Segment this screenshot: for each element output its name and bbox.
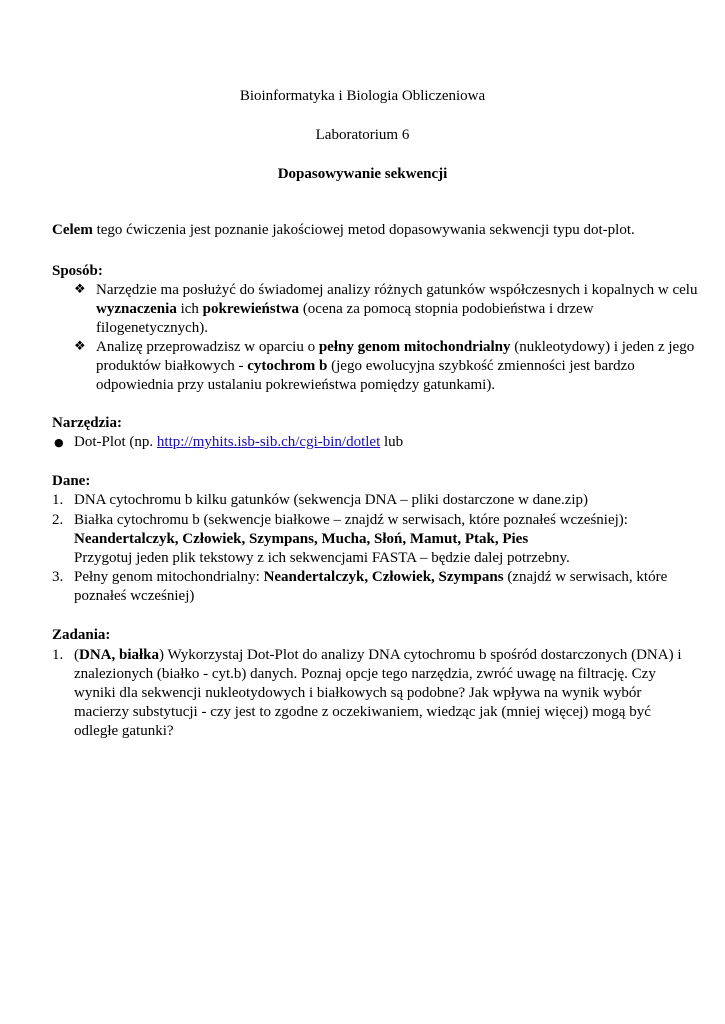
diamond-bullet-icon: ❖: [74, 339, 86, 354]
data-item-3-line-2: poznałeś wcześniej): [74, 588, 195, 604]
goal-paragraph: Celem tego ćwiczenia jest poznanie jakościowej metod dopasowywania sekwencji typu dot-plot.: [52, 222, 635, 238]
lab-number: Laboratorium 6: [315, 127, 410, 143]
data-item-3-line-1: Pełny genom mitochondrialny: Neandertalczyk, Człowiek, Szympans (znajdź w serwisach, które: [74, 569, 668, 585]
method-item-1-line-2: wyznaczenia ich pokrewieństwa (ocena za pomocą stopnia podobieństwa i drzew: [96, 301, 594, 317]
method-item-2-line-3: odpowiednia przy ustalaniu pokrewieństwa pomiędzy gatunkami).: [96, 377, 496, 393]
method-item-1-line-3: filogenetycznych).: [96, 320, 209, 336]
task-1-line-1: (DNA, białka) Wykorzystaj Dot-Plot do analizy DNA cytochromu b spośród dostarczonych (DNA) i: [74, 647, 682, 663]
bullet-dot-icon: ●: [54, 436, 64, 449]
task-1-line-4: macierzy substytucji - czy jest to zgodne z oczekiwaniem, wiedząc jak (mniej więcej) mogą być: [74, 704, 651, 720]
method-item-1-line-1: Narzędzie ma posłużyć do świadomej analizy różnych gatunków współczesnych i kopalnych w celu: [96, 282, 698, 298]
task-1-line-2: znalezionych (białko - cyt.b) danych. Poznaj opcje tego narzędzia, zwróć uwagę na filtrację. Czy: [74, 666, 656, 682]
tasks-heading: Zadania:: [52, 627, 111, 643]
method-item-2-line-2: produktów białkowych - cytochrom b (jego ewolucyjna szybkość zmienności jest bardzo: [96, 358, 635, 374]
tools-item: Dot-Plot (np. http://myhits.isb-sib.ch/cgi-bin/dotlet lub: [74, 434, 404, 450]
list-number: 2.: [52, 512, 64, 528]
task-1-line-3: wyniki dla sekwencji nukleotydowych i białkowych są podobne? Jak wpływa na wynik wybór: [74, 685, 642, 701]
data-item-1: DNA cytochromu b kilku gatunków (sekwencja DNA – pliki dostarczone w dane.zip): [74, 492, 589, 508]
task-1-line-5: odległe gatunki?: [74, 723, 174, 739]
list-number: 1.: [52, 647, 64, 663]
list-number: 3.: [52, 569, 64, 585]
data-item-2-line-1: Białka cytochromu b (sekwencje białkowe – znajdź w serwisach, które poznałeś wcześniej):: [74, 512, 628, 528]
method-item-2-line-1: Analizę przeprowadzisz w oparciu o pełny genom mitochondrialny (nukleotydowy) i jeden z jego: [96, 339, 695, 355]
method-heading: Sposób:: [52, 263, 103, 279]
course-title: Bioinformatyka i Biologia Obliczeniowa: [239, 88, 486, 104]
data-item-2-species: Neandertalczyk, Człowiek, Szympans, Mucha, Słoń, Mamut, Ptak, Pies: [74, 531, 529, 547]
diamond-bullet-icon: ❖: [74, 282, 86, 297]
data-item-2-line-3: Przygotuj jeden plik tekstowy z ich sekwencjami FASTA – będzie dalej potrzebny.: [74, 550, 570, 566]
tools-heading: Narzędzia:: [52, 415, 122, 431]
data-heading: Dane:: [52, 473, 91, 489]
dotlet-link[interactable]: http://myhits.isb-sib.ch/cgi-bin/dotlet: [156, 434, 381, 450]
document-title: Dopasowywanie sekwencji: [277, 166, 448, 182]
list-number: 1.: [52, 492, 64, 508]
